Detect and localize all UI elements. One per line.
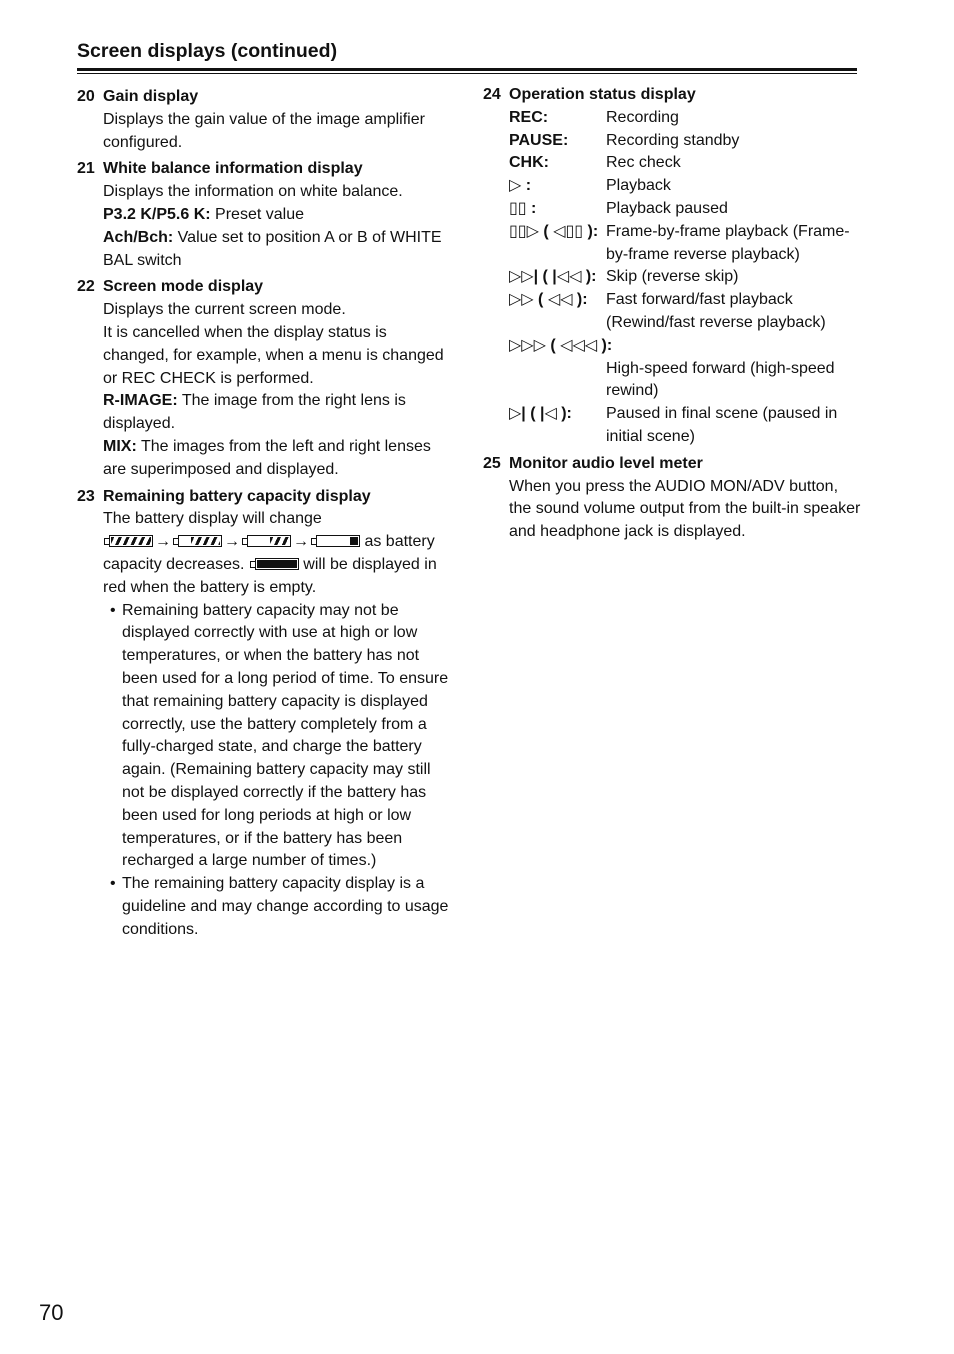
status-value bbox=[606, 335, 863, 358]
status-row bbox=[509, 335, 863, 358]
section-number: 24 bbox=[483, 86, 501, 103]
term-text: The images from the left and right lenses are superimposed and displayed. bbox=[103, 437, 431, 478]
status-row bbox=[509, 175, 863, 198]
term-label: MIX: bbox=[103, 437, 137, 455]
status-value: Skip (reverse skip) bbox=[606, 268, 739, 286]
section-number: 25 bbox=[483, 454, 501, 472]
section-22-screen-mode bbox=[77, 276, 452, 481]
term-label: R-IMAGE: bbox=[103, 392, 178, 410]
status-value: Frame-by-frame playback (Frame-by-frame reverse playback) bbox=[606, 222, 850, 263]
status-row bbox=[509, 266, 863, 289]
section-number: 21 bbox=[77, 160, 95, 178]
section-heading bbox=[77, 486, 452, 509]
section-number: 20 bbox=[77, 88, 95, 105]
status-value: Recording standby bbox=[606, 131, 740, 149]
header-rule-thin bbox=[77, 73, 857, 74]
status-key: ▷| ( |◁ ): bbox=[509, 405, 572, 423]
status-key: ▷ : bbox=[509, 177, 532, 195]
paragraph: It is cancelled when the display status is changed, for example, when a menu is changed or REC CHECK is performed. bbox=[103, 323, 444, 387]
section-heading bbox=[77, 158, 452, 181]
battery-half-icon bbox=[247, 535, 291, 547]
section-title: Screen mode display bbox=[103, 278, 264, 296]
status-value: Recording bbox=[606, 108, 679, 126]
battery-full-icon bbox=[109, 535, 153, 547]
section-body bbox=[77, 181, 452, 272]
page-header-title: Screen displays (continued) bbox=[77, 40, 338, 62]
status-key: ▯▯ : bbox=[509, 199, 537, 217]
list-item-text: Remaining battery capacity may not be displayed correctly with use at high or low temperatures, or when the battery has not been used for a long period of time. To ensure that remaining battery capacity is displayed correctly, use the battery completely from a fully-charged state, and charge the battery again. (Remaining battery capacity may still not be displayed correctly if the battery has been used for long periods at high or low temperatures, or if the battery has been recharged a large number of times.) bbox=[122, 601, 449, 870]
section-title: Operation status display bbox=[509, 86, 696, 103]
term-definition bbox=[103, 390, 452, 436]
right-column bbox=[483, 84, 863, 548]
paragraph: The battery display will change bbox=[103, 510, 322, 528]
term-definition bbox=[103, 204, 452, 227]
status-key: CHK: bbox=[509, 154, 549, 172]
paragraph-text: as battery capacity decreases. bbox=[103, 533, 435, 573]
paragraph: Displays the information on white balance. bbox=[103, 183, 403, 201]
paragraph: When you press the AUDIO MON/ADV button, the sound volume output from the built-in speaker and headphone jack is displayed. bbox=[509, 477, 861, 541]
status-row bbox=[509, 130, 863, 153]
term-text: The image from the right lens is displayed. bbox=[103, 392, 406, 433]
status-row bbox=[509, 107, 863, 130]
term-definition bbox=[103, 227, 452, 273]
section-title: Gain display bbox=[103, 88, 199, 105]
arrow-right-icon: → bbox=[293, 533, 309, 551]
section-number: 23 bbox=[77, 487, 95, 505]
section-21-white-balance bbox=[77, 158, 452, 272]
status-value: High-speed forward (high-speed rewind) bbox=[606, 359, 835, 400]
status-key bbox=[509, 358, 606, 404]
section-heading bbox=[77, 86, 452, 109]
header-rule-thick bbox=[77, 68, 857, 71]
paragraph: Displays the gain value of the image amplifier configured. bbox=[103, 110, 425, 151]
status-row bbox=[509, 289, 863, 335]
term-label: P3.2 K/P5.6 K: bbox=[103, 205, 211, 223]
section-20-gain-display bbox=[77, 86, 452, 154]
term-text: Value set to position A or B of WHITE BAL switch bbox=[103, 228, 442, 269]
status-value: Paused in final scene (paused in initial scene) bbox=[606, 405, 838, 445]
bullet-list bbox=[103, 600, 452, 942]
section-title: White balance information display bbox=[103, 160, 363, 178]
section-body bbox=[483, 476, 863, 544]
battery-quarter-icon bbox=[316, 535, 360, 547]
left-column bbox=[77, 86, 452, 945]
status-row bbox=[509, 221, 863, 267]
battery-sequence bbox=[103, 531, 452, 599]
arrow-right-icon: → bbox=[155, 533, 171, 551]
section-25-audio-meter bbox=[483, 453, 863, 544]
status-value: Playback paused bbox=[606, 199, 728, 217]
status-value: Rec check bbox=[606, 154, 681, 172]
section-body bbox=[77, 109, 452, 155]
section-23-battery bbox=[77, 486, 452, 942]
status-row bbox=[509, 198, 863, 221]
status-key: PAUSE: bbox=[509, 131, 569, 149]
section-title: Remaining battery capacity display bbox=[103, 487, 371, 505]
status-table bbox=[483, 107, 863, 449]
term-label: Ach/Bch: bbox=[103, 228, 174, 246]
section-24-operation-status bbox=[483, 84, 863, 449]
term-definition bbox=[103, 436, 452, 482]
status-key: ▷▷| ( |◁◁ ): bbox=[509, 268, 597, 286]
section-body bbox=[77, 508, 452, 941]
section-number: 22 bbox=[77, 278, 95, 296]
status-key: ▯▯▷ ( ◁▯▯ ): bbox=[509, 222, 599, 240]
status-row bbox=[509, 403, 863, 449]
list-item bbox=[110, 873, 452, 941]
status-value: Fast forward/fast playback (Rewind/fast reverse playback) bbox=[606, 291, 826, 331]
status-key: ▷▷ ( ◁◁ ): bbox=[509, 291, 588, 309]
list-item-text: The remaining battery capacity display is a guideline and may change according to usage conditions. bbox=[122, 875, 449, 938]
status-row bbox=[509, 358, 863, 404]
bullet-icon: • bbox=[110, 875, 116, 893]
status-value: Playback bbox=[606, 177, 671, 195]
paragraph: Displays the current screen mode. bbox=[103, 301, 346, 319]
section-body bbox=[77, 299, 452, 481]
bullet-icon: • bbox=[110, 601, 116, 619]
status-row bbox=[509, 152, 863, 175]
status-key: ▷▷▷ ( ◁◁◁ ): bbox=[509, 336, 613, 354]
status-key: REC: bbox=[509, 108, 549, 126]
section-title: Monitor audio level meter bbox=[509, 454, 703, 472]
section-heading bbox=[77, 276, 452, 299]
arrow-right-icon: → bbox=[224, 533, 240, 551]
battery-three-quarter-icon bbox=[178, 535, 222, 547]
section-heading bbox=[483, 453, 863, 476]
paragraph-text: will be displayed in red when the battery is empty. bbox=[103, 555, 437, 596]
section-heading bbox=[483, 84, 863, 107]
page-number: 70 bbox=[39, 1300, 64, 1325]
term-text: Preset value bbox=[210, 205, 304, 223]
list-item bbox=[110, 600, 452, 874]
battery-empty-icon bbox=[255, 558, 299, 570]
